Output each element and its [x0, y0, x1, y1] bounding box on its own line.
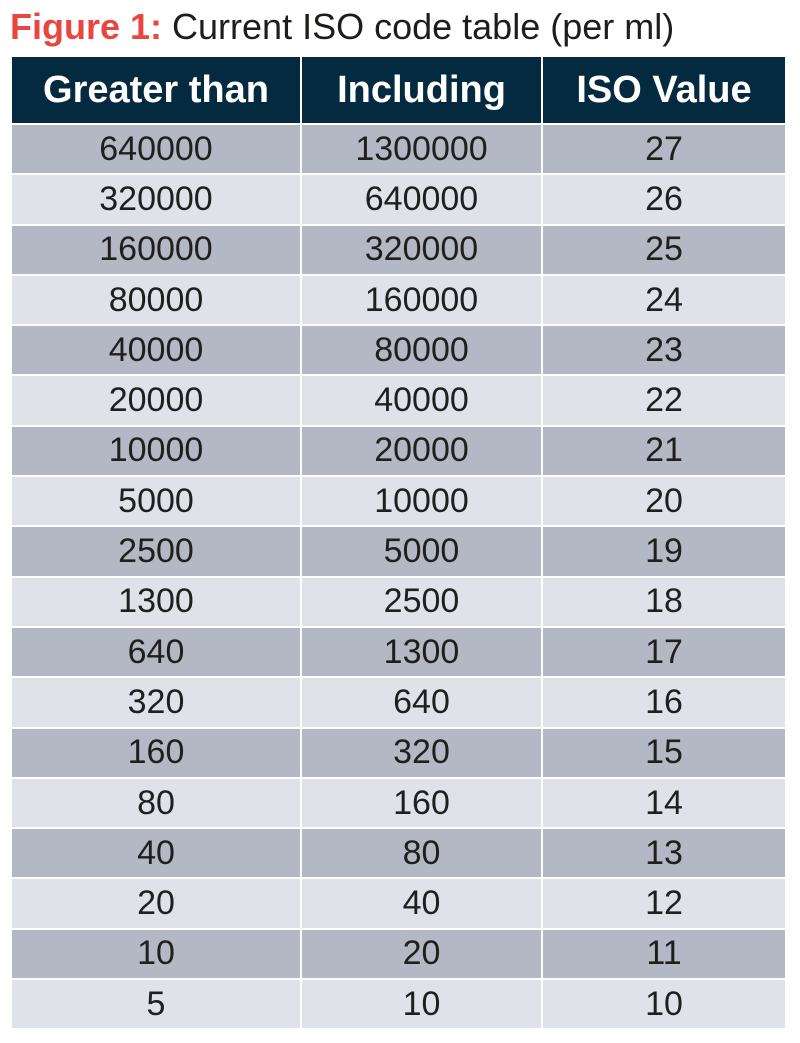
- table-row: [12, 174, 785, 224]
- cell-greater-than: 10: [12, 929, 301, 979]
- header-iso-value: ISO Value: [542, 57, 785, 124]
- cell-greater-than: 40000: [12, 325, 301, 375]
- cell-greater-than: 1300: [12, 577, 301, 627]
- cell-iso-value: 16: [542, 677, 785, 727]
- cell-including: 160: [301, 778, 542, 828]
- table-row: [12, 878, 785, 928]
- cell-iso-value: 24: [542, 275, 785, 325]
- cell-greater-than: 160: [12, 728, 301, 778]
- cell-iso-value: 11: [542, 929, 785, 979]
- cell-greater-than: 10000: [12, 426, 301, 476]
- cell-greater-than: 80000: [12, 275, 301, 325]
- cell-greater-than: 160000: [12, 225, 301, 275]
- cell-including: 80: [301, 828, 542, 878]
- cell-iso-value: 10: [542, 979, 785, 1029]
- cell-greater-than: 20: [12, 878, 301, 928]
- cell-iso-value: 22: [542, 375, 785, 425]
- cell-iso-value: 12: [542, 878, 785, 928]
- cell-greater-than: 40: [12, 828, 301, 878]
- cell-iso-value: 25: [542, 225, 785, 275]
- table-row: [12, 124, 785, 174]
- figure-label: Figure 1:: [10, 6, 163, 47]
- cell-greater-than: 320000: [12, 174, 301, 224]
- cell-including: 320: [301, 728, 542, 778]
- table-row: [12, 979, 785, 1029]
- cell-including: 10: [301, 979, 542, 1029]
- cell-iso-value: 26: [542, 174, 785, 224]
- cell-iso-value: 23: [542, 325, 785, 375]
- cell-including: 640: [301, 677, 542, 727]
- table-row: [12, 728, 785, 778]
- cell-including: 40: [301, 878, 542, 928]
- table-header-row: [12, 57, 785, 124]
- figure-caption: [10, 0, 674, 54]
- header-including: Including: [301, 57, 542, 124]
- table-row: [12, 778, 785, 828]
- table-row: [12, 526, 785, 576]
- cell-greater-than: 80: [12, 778, 301, 828]
- cell-including: 10000: [301, 476, 542, 526]
- cell-iso-value: 13: [542, 828, 785, 878]
- cell-iso-value: 27: [542, 124, 785, 174]
- cell-including: 5000: [301, 526, 542, 576]
- cell-iso-value: 17: [542, 627, 785, 677]
- figure-title: Current ISO code table (per ml): [172, 6, 675, 47]
- table-row: [12, 225, 785, 275]
- cell-including: 320000: [301, 225, 542, 275]
- cell-greater-than: 20000: [12, 375, 301, 425]
- cell-including: 20000: [301, 426, 542, 476]
- cell-including: 40000: [301, 375, 542, 425]
- table-row: [12, 677, 785, 727]
- cell-greater-than: 2500: [12, 526, 301, 576]
- table-row: [12, 375, 785, 425]
- cell-including: 20: [301, 929, 542, 979]
- cell-iso-value: 19: [542, 526, 785, 576]
- cell-iso-value: 20: [542, 476, 785, 526]
- cell-including: 1300: [301, 627, 542, 677]
- cell-greater-than: 320: [12, 677, 301, 727]
- cell-iso-value: 21: [542, 426, 785, 476]
- cell-greater-than: 640: [12, 627, 301, 677]
- iso-code-table: [12, 57, 785, 1030]
- table-row: [12, 476, 785, 526]
- table-row: [12, 627, 785, 677]
- table-row: [12, 929, 785, 979]
- cell-greater-than: 5000: [12, 476, 301, 526]
- cell-iso-value: 18: [542, 577, 785, 627]
- cell-including: 640000: [301, 174, 542, 224]
- header-greater-than: Greater than: [12, 57, 301, 124]
- cell-including: 80000: [301, 325, 542, 375]
- cell-including: 2500: [301, 577, 542, 627]
- table-row: [12, 828, 785, 878]
- cell-including: 160000: [301, 275, 542, 325]
- table-row: [12, 426, 785, 476]
- table-row: [12, 275, 785, 325]
- table-row: [12, 577, 785, 627]
- cell-greater-than: 640000: [12, 124, 301, 174]
- cell-iso-value: 15: [542, 728, 785, 778]
- table-row: [12, 325, 785, 375]
- cell-greater-than: 5: [12, 979, 301, 1029]
- cell-iso-value: 14: [542, 778, 785, 828]
- cell-including: 1300000: [301, 124, 542, 174]
